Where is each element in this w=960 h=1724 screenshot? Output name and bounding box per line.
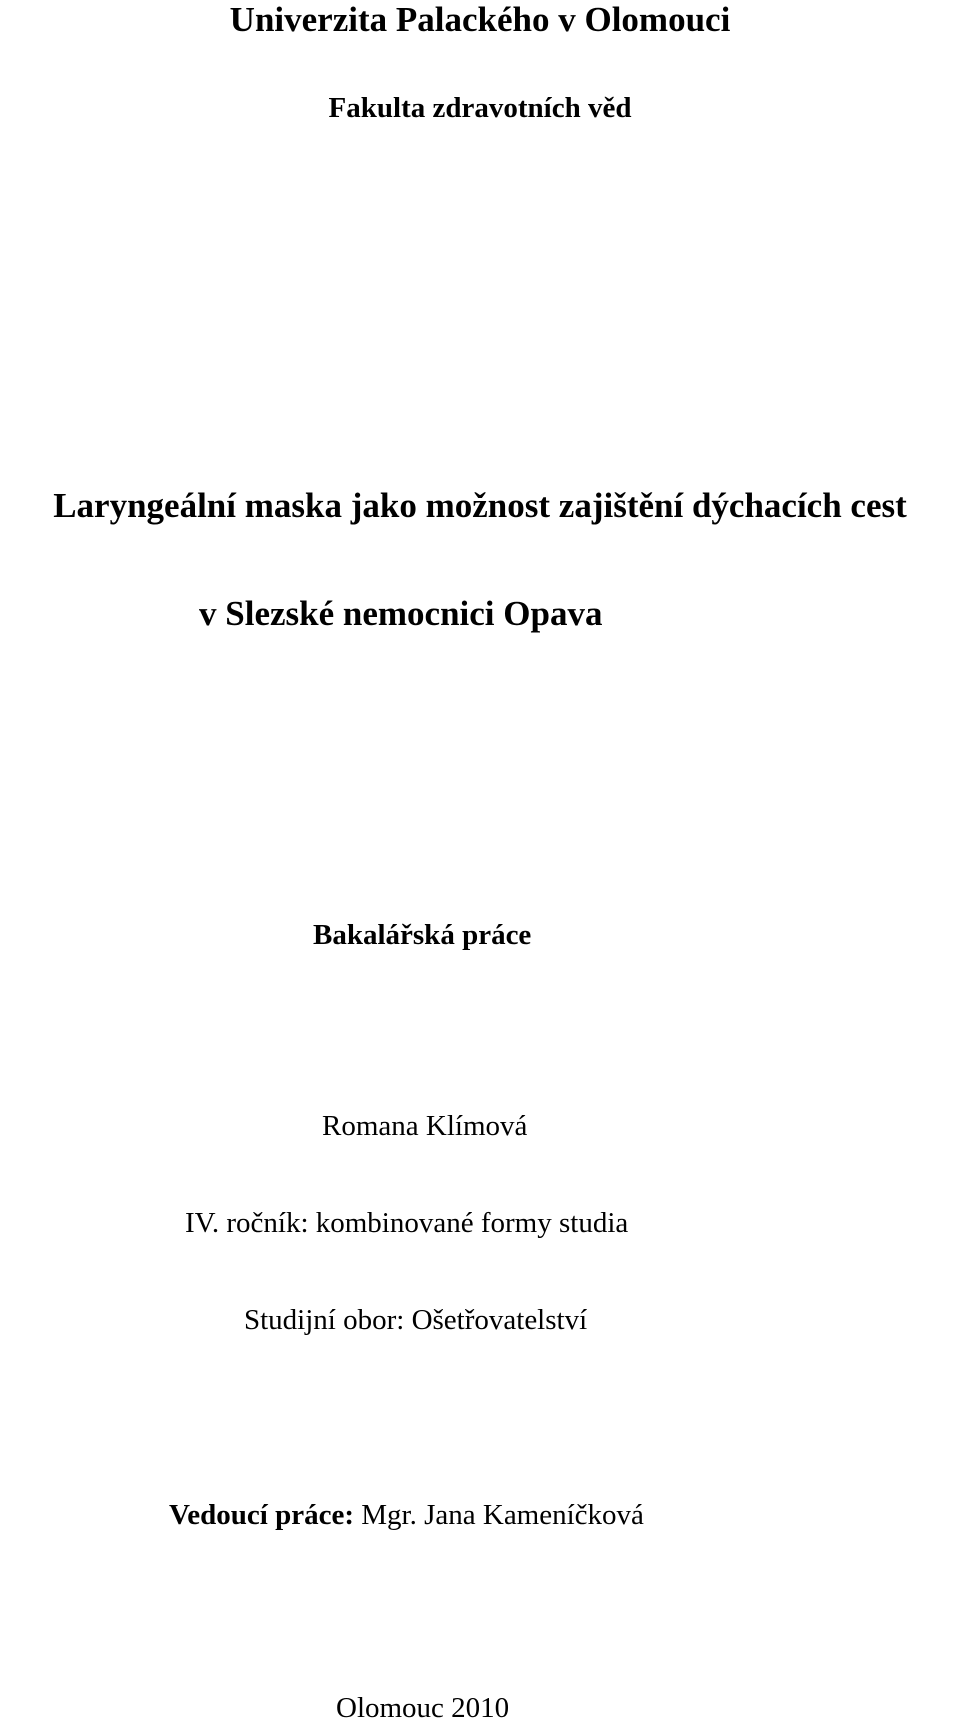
study-field: Studijní obor: Ošetřovatelství <box>244 1304 588 1336</box>
supervisor-label: Vedoucí práce: <box>169 1499 354 1531</box>
study-year: IV. ročník: kombinované formy studia <box>185 1207 629 1239</box>
author-name: Romana Klímová <box>322 1110 528 1142</box>
thesis-type: Bakalářská práce <box>313 919 532 951</box>
faculty-name: Fakulta zdravotních věd <box>328 92 632 124</box>
supervisor-name: Mgr. Jana Kameníčková <box>361 1499 644 1531</box>
university-name: Univerzita Palackého v Olomouci <box>229 0 731 39</box>
thesis-title-line-1: Laryngeální maska jako možnost zajištění dýchacích cest <box>53 486 907 525</box>
supervisor <box>169 1501 644 1530</box>
thesis-title-line-2: v Slezské nemocnici Opava <box>199 594 603 633</box>
place-and-year: Olomouc 2010 <box>336 1692 510 1724</box>
